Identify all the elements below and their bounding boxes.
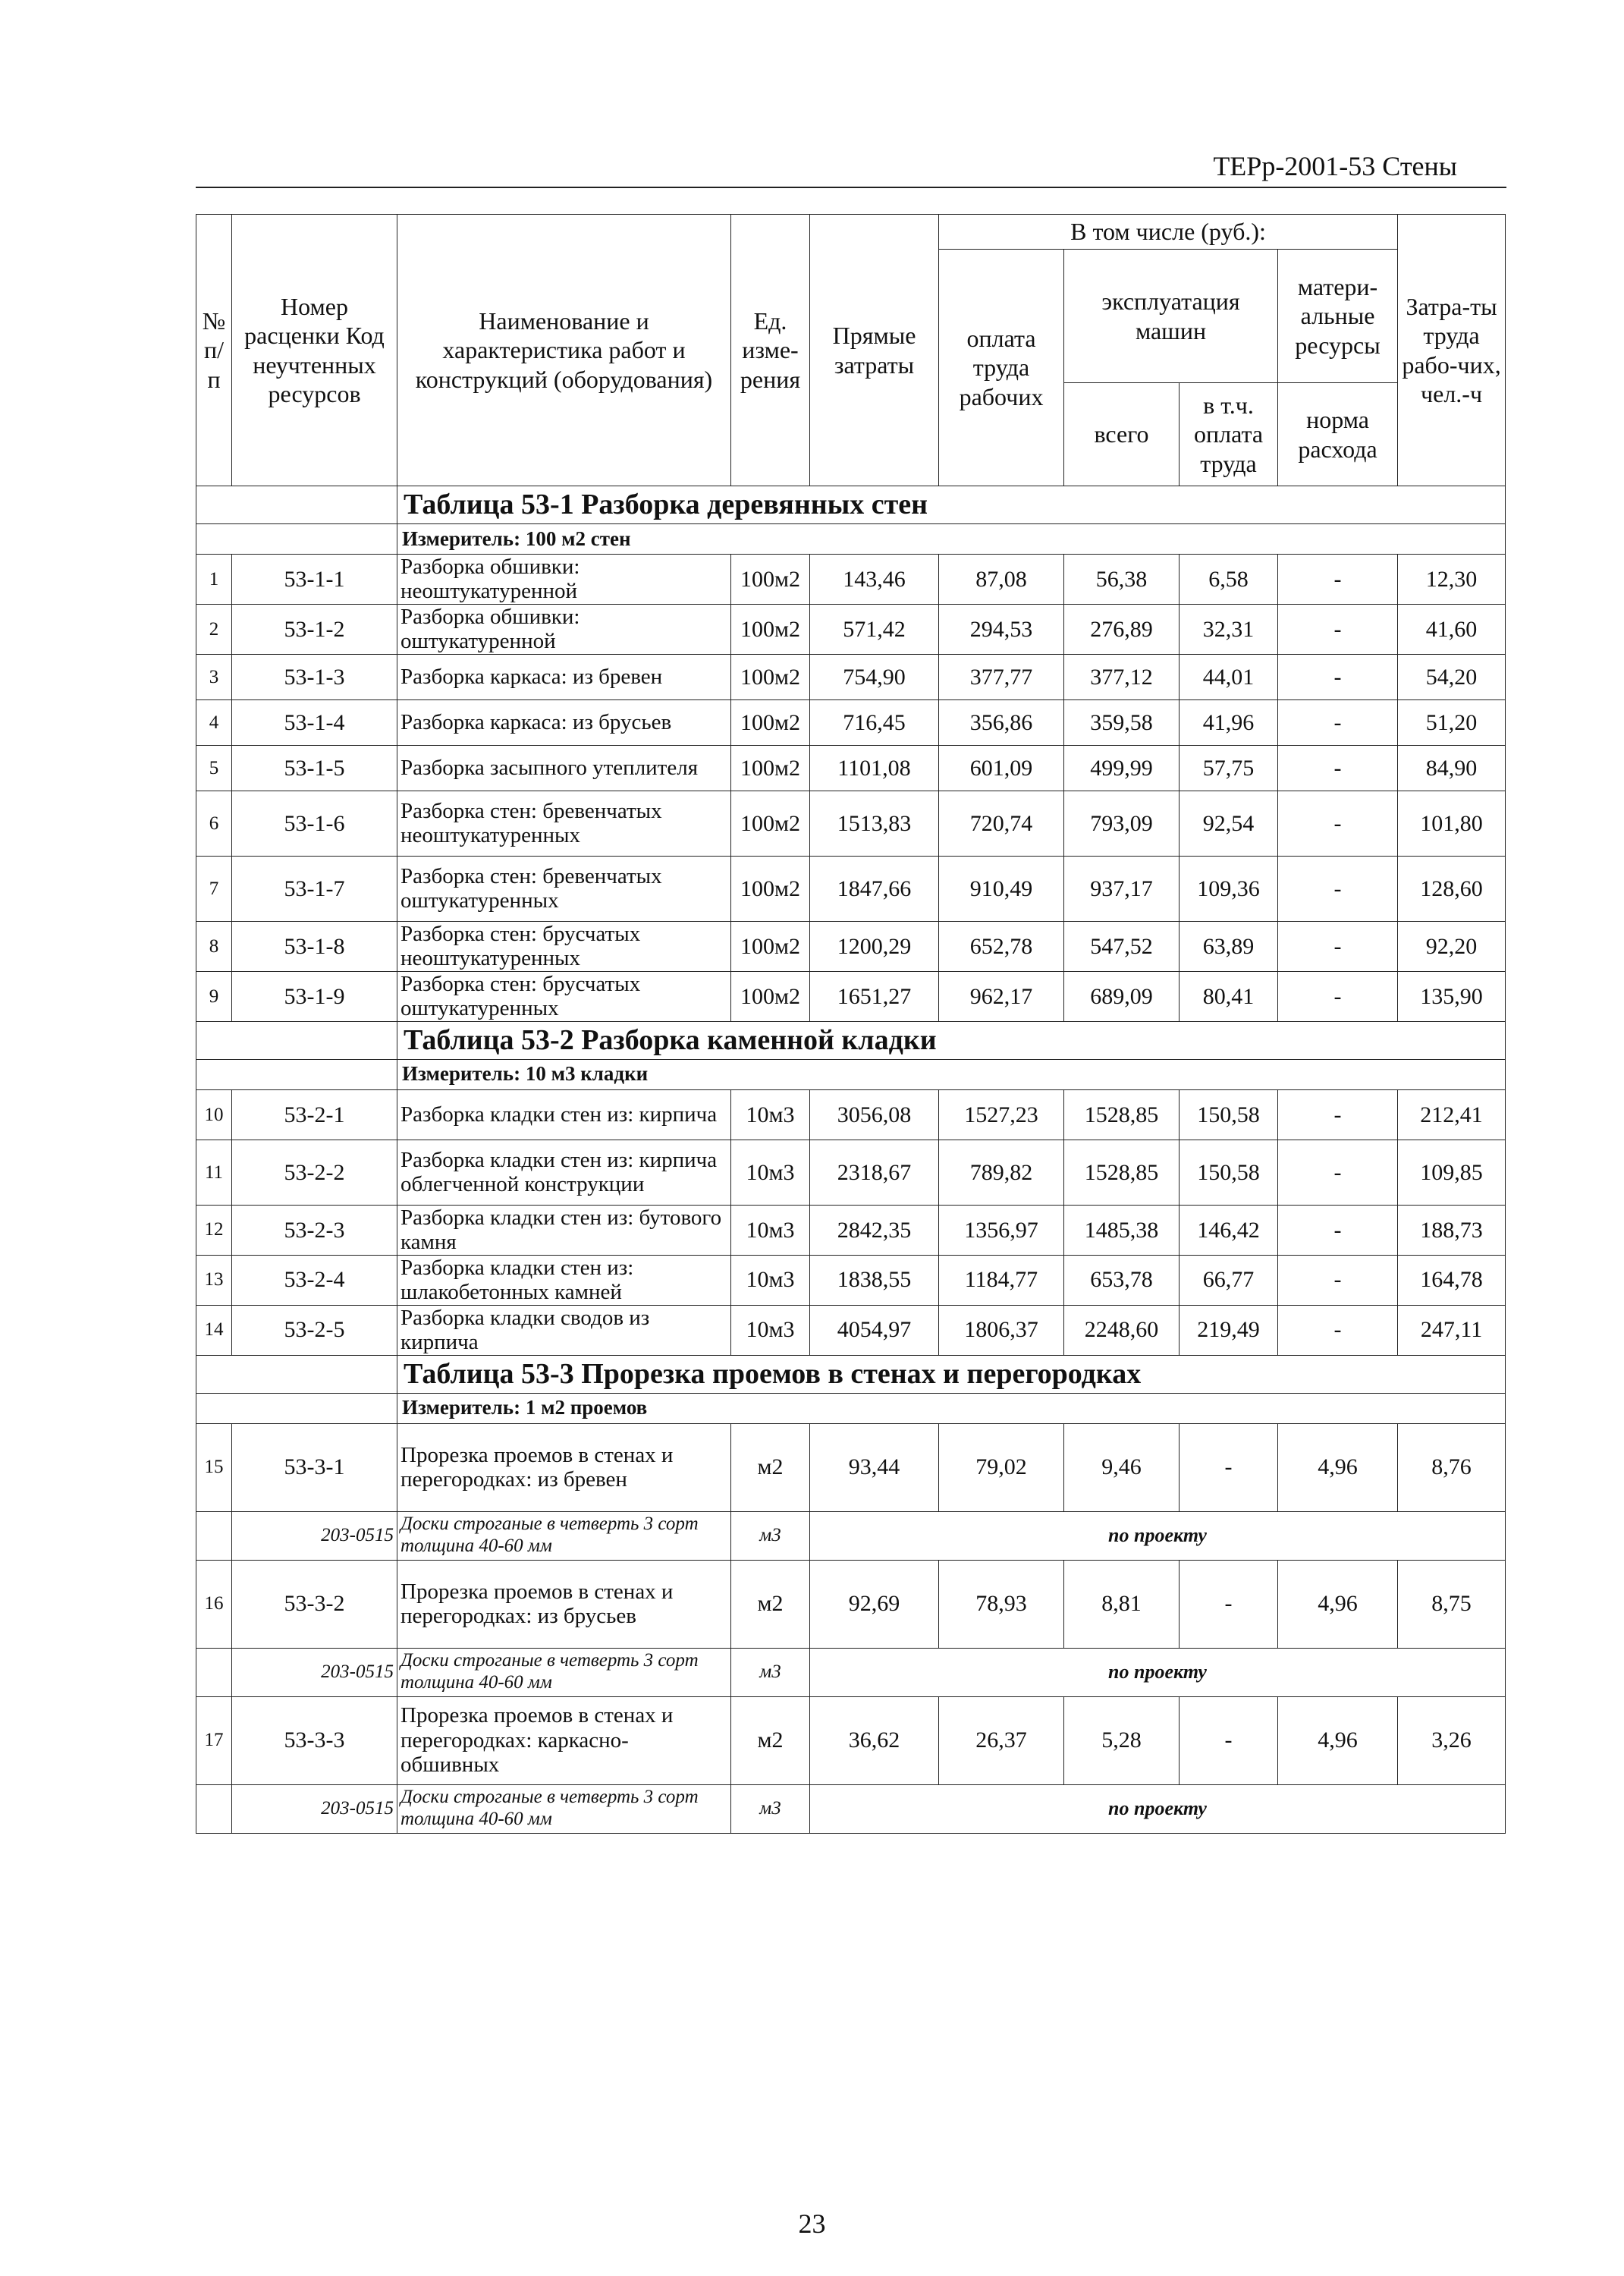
labor-hours-cell: 84,90 (1398, 745, 1506, 791)
work-name: Разборка стен: брусчатых неоштукатуренных (397, 921, 731, 971)
labor-pay-cell: 1806,37 (939, 1305, 1064, 1355)
labor-pay-cell: 652,78 (939, 921, 1064, 971)
section-measure-row (196, 524, 1506, 555)
document-header-title: ТЕРр-2001-53 Стены (1213, 151, 1457, 181)
labor-pay-cell: 962,17 (939, 971, 1064, 1021)
unit-cell: 10м3 (731, 1205, 810, 1255)
work-name: Прорезка проемов в стенах и перегородках: из бревен (397, 1423, 731, 1511)
unit-cell: 100м2 (731, 856, 810, 921)
section-measure-row (196, 1059, 1506, 1089)
table-row (196, 1205, 1506, 1255)
machines-labor-cell: 109,36 (1180, 856, 1278, 921)
materials-cell: 4,96 (1278, 1696, 1398, 1784)
work-name: Разборка кладки стен из: кирпича (397, 1089, 731, 1140)
rate-code: 53-2-2 (232, 1140, 397, 1205)
labor-pay-cell: 87,08 (939, 555, 1064, 605)
labor-pay-cell: 26,37 (939, 1696, 1064, 1784)
materials-cell: - (1278, 604, 1398, 654)
resource-row (196, 1511, 1506, 1560)
machines-total-cell: 1528,85 (1064, 1140, 1180, 1205)
direct-costs-cell: 4054,97 (810, 1305, 939, 1355)
section-measure: Измеритель: 100 м2 стен (397, 524, 1506, 555)
table-row (196, 1089, 1506, 1140)
section-measure-spacer (196, 1393, 397, 1423)
header-labor-hours: Затра-ты труда рабо-чих, чел.-ч (1398, 215, 1506, 486)
materials-cell: - (1278, 791, 1398, 856)
materials-cell: - (1278, 921, 1398, 971)
labor-hours-cell: 8,76 (1398, 1423, 1506, 1511)
materials-cell: - (1278, 555, 1398, 605)
labor-hours-cell: 128,60 (1398, 856, 1506, 921)
header-name: Наименование и характеристика работ и конструкций (оборудования) (397, 215, 731, 486)
machines-labor-cell: 150,58 (1180, 1089, 1278, 1140)
rate-code: 53-2-5 (232, 1305, 397, 1355)
section-title: Таблица 53-3 Прорезка проемов в стенах и перегородках (397, 1355, 1506, 1393)
row-number: 7 (196, 856, 232, 921)
row-number: 6 (196, 791, 232, 856)
section-measure: Измеритель: 1 м2 проемов (397, 1393, 1506, 1423)
section-title-spacer (196, 1021, 397, 1059)
resource-name: Доски строганые в четверть 3 сорт толщина 40-60 мм (397, 1511, 731, 1560)
rate-code: 53-3-1 (232, 1423, 397, 1511)
unit-cell: 10м3 (731, 1305, 810, 1355)
labor-pay-cell: 1356,97 (939, 1205, 1064, 1255)
row-number: 10 (196, 1089, 232, 1140)
table-row (196, 745, 1506, 791)
direct-costs-cell: 93,44 (810, 1423, 939, 1511)
resource-num-spacer (196, 1511, 232, 1560)
machines-total-cell: 9,46 (1064, 1423, 1180, 1511)
machines-total-cell: 653,78 (1064, 1255, 1180, 1305)
machines-total-cell: 5,28 (1064, 1696, 1180, 1784)
direct-costs-cell: 1513,83 (810, 791, 939, 856)
labor-pay-cell: 789,82 (939, 1140, 1064, 1205)
rate-code: 53-1-8 (232, 921, 397, 971)
table-row (196, 791, 1506, 856)
resource-code: 203-0515 (232, 1648, 397, 1696)
table-row (196, 1696, 1506, 1784)
materials-cell: - (1278, 1205, 1398, 1255)
resource-row (196, 1648, 1506, 1696)
labor-pay-cell: 294,53 (939, 604, 1064, 654)
work-name: Разборка стен: брусчатых оштукатуренных (397, 971, 731, 1021)
section-measure-row (196, 1393, 1506, 1423)
machines-total-cell: 276,89 (1064, 604, 1180, 654)
header-unit: Ед. изме-рения (731, 215, 810, 486)
rate-code: 53-3-2 (232, 1560, 397, 1648)
table-row (196, 699, 1506, 745)
table-row (196, 1255, 1506, 1305)
machines-labor-cell: - (1180, 1423, 1278, 1511)
direct-costs-cell: 3056,08 (810, 1089, 939, 1140)
section-title-spacer (196, 486, 397, 524)
unit-cell: 10м3 (731, 1255, 810, 1305)
machines-labor-cell: 63,89 (1180, 921, 1278, 971)
direct-costs-cell: 571,42 (810, 604, 939, 654)
resource-value: по проекту (810, 1784, 1506, 1833)
machines-labor-cell: 57,75 (1180, 745, 1278, 791)
labor-hours-cell: 8,75 (1398, 1560, 1506, 1648)
machines-total-cell: 547,52 (1064, 921, 1180, 971)
machines-total-cell: 499,99 (1064, 745, 1180, 791)
table-row (196, 971, 1506, 1021)
machines-labor-cell: 219,49 (1180, 1305, 1278, 1355)
work-name: Разборка каркаса: из брусьев (397, 699, 731, 745)
page-number: 23 (798, 2208, 826, 2239)
materials-cell: - (1278, 745, 1398, 791)
machines-total-cell: 937,17 (1064, 856, 1180, 921)
labor-pay-cell: 377,77 (939, 654, 1064, 699)
header-divider (196, 187, 1506, 188)
materials-cell: - (1278, 1089, 1398, 1140)
resource-code: 203-0515 (232, 1784, 397, 1833)
resource-value: по проекту (810, 1648, 1506, 1696)
direct-costs-cell: 1200,29 (810, 921, 939, 971)
header-labor-pay: оплата труда рабочих (939, 250, 1064, 486)
section-title-spacer (196, 1355, 397, 1393)
rate-code: 53-1-7 (232, 856, 397, 921)
materials-cell: - (1278, 1305, 1398, 1355)
materials-cell: - (1278, 654, 1398, 699)
machines-total-cell: 689,09 (1064, 971, 1180, 1021)
work-name: Разборка кладки стен из: шлакобетонных камней (397, 1255, 731, 1305)
row-number: 2 (196, 604, 232, 654)
work-name: Прорезка проемов в стенах и перегородках: каркасно-обшивных (397, 1696, 731, 1784)
unit-cell: 100м2 (731, 604, 810, 654)
machines-total-cell: 359,58 (1064, 699, 1180, 745)
row-number: 8 (196, 921, 232, 971)
work-name: Разборка засыпного утеплителя (397, 745, 731, 791)
rate-code: 53-3-3 (232, 1696, 397, 1784)
rate-code: 53-1-1 (232, 555, 397, 605)
rates-table (196, 214, 1506, 1834)
machines-labor-cell: - (1180, 1560, 1278, 1648)
labor-hours-cell: 109,85 (1398, 1140, 1506, 1205)
machines-labor-cell: 6,58 (1180, 555, 1278, 605)
labor-hours-cell: 12,30 (1398, 555, 1506, 605)
direct-costs-cell: 1838,55 (810, 1255, 939, 1305)
unit-cell: 100м2 (731, 791, 810, 856)
labor-hours-cell: 92,20 (1398, 921, 1506, 971)
materials-cell: 4,96 (1278, 1560, 1398, 1648)
labor-pay-cell: 910,49 (939, 856, 1064, 921)
direct-costs-cell: 1651,27 (810, 971, 939, 1021)
row-number: 12 (196, 1205, 232, 1255)
labor-hours-cell: 135,90 (1398, 971, 1506, 1021)
header-materials: матери-альные ресурсы (1278, 250, 1398, 383)
resource-code: 203-0515 (232, 1511, 397, 1560)
unit-cell: 10м3 (731, 1089, 810, 1140)
row-number: 5 (196, 745, 232, 791)
resource-unit: м3 (731, 1648, 810, 1696)
materials-cell: - (1278, 1140, 1398, 1205)
section-title-row (196, 1355, 1506, 1393)
direct-costs-cell: 1847,66 (810, 856, 939, 921)
rate-code: 53-2-4 (232, 1255, 397, 1305)
section-measure: Измеритель: 10 м3 кладки (397, 1059, 1506, 1089)
resource-row (196, 1784, 1506, 1833)
table-row (196, 1560, 1506, 1648)
section-title: Таблица 53-1 Разборка деревянных стен (397, 486, 1506, 524)
unit-cell: м2 (731, 1423, 810, 1511)
table-row (196, 555, 1506, 605)
rate-code: 53-1-9 (232, 971, 397, 1021)
work-name: Разборка кладки стен из: бутового камня (397, 1205, 731, 1255)
labor-pay-cell: 1527,23 (939, 1089, 1064, 1140)
labor-hours-cell: 188,73 (1398, 1205, 1506, 1255)
header-machines-labor: в т.ч. оплата труда (1180, 383, 1278, 486)
table-row (196, 1140, 1506, 1205)
rate-code: 53-1-6 (232, 791, 397, 856)
header-num: № п/п (196, 215, 232, 486)
rate-code: 53-1-2 (232, 604, 397, 654)
rate-code: 53-1-4 (232, 699, 397, 745)
direct-costs-cell: 36,62 (810, 1696, 939, 1784)
machines-labor-cell: - (1180, 1696, 1278, 1784)
labor-hours-cell: 3,26 (1398, 1696, 1506, 1784)
labor-hours-cell: 247,11 (1398, 1305, 1506, 1355)
rate-code: 53-1-5 (232, 745, 397, 791)
resource-num-spacer (196, 1784, 232, 1833)
row-number: 1 (196, 555, 232, 605)
work-name: Разборка каркаса: из бревен (397, 654, 731, 699)
resource-name: Доски строганые в четверть 3 сорт толщина 40-60 мм (397, 1784, 731, 1833)
labor-hours-cell: 164,78 (1398, 1255, 1506, 1305)
materials-cell: - (1278, 971, 1398, 1021)
section-measure-spacer (196, 1059, 397, 1089)
labor-pay-cell: 720,74 (939, 791, 1064, 856)
machines-total-cell: 1528,85 (1064, 1089, 1180, 1140)
row-number: 14 (196, 1305, 232, 1355)
machines-total-cell: 8,81 (1064, 1560, 1180, 1648)
direct-costs-cell: 716,45 (810, 699, 939, 745)
machines-labor-cell: 41,96 (1180, 699, 1278, 745)
unit-cell: 100м2 (731, 555, 810, 605)
work-name: Разборка обшивки: оштукатуренной (397, 604, 731, 654)
labor-hours-cell: 54,20 (1398, 654, 1506, 699)
machines-labor-cell: 146,42 (1180, 1205, 1278, 1255)
machines-total-cell: 1485,38 (1064, 1205, 1180, 1255)
labor-pay-cell: 78,93 (939, 1560, 1064, 1648)
table-row (196, 856, 1506, 921)
labor-hours-cell: 101,80 (1398, 791, 1506, 856)
materials-cell: - (1278, 699, 1398, 745)
unit-cell: 100м2 (731, 745, 810, 791)
header-including: В том числе (руб.): (939, 215, 1398, 250)
unit-cell: 100м2 (731, 921, 810, 971)
row-number: 11 (196, 1140, 232, 1205)
machines-labor-cell: 44,01 (1180, 654, 1278, 699)
row-number: 17 (196, 1696, 232, 1784)
work-name: Разборка стен: бревенчатых оштукатуренных (397, 856, 731, 921)
rate-code: 53-2-1 (232, 1089, 397, 1140)
materials-cell: - (1278, 856, 1398, 921)
header-materials-norm: норма расхода (1278, 383, 1398, 486)
machines-labor-cell: 32,31 (1180, 604, 1278, 654)
materials-cell: 4,96 (1278, 1423, 1398, 1511)
work-name: Разборка обшивки: неоштукатуренной (397, 555, 731, 605)
machines-total-cell: 2248,60 (1064, 1305, 1180, 1355)
work-name: Разборка кладки сводов из кирпича (397, 1305, 731, 1355)
work-name: Разборка стен: бревенчатых неоштукатуренных (397, 791, 731, 856)
labor-pay-cell: 356,86 (939, 699, 1064, 745)
section-title-row (196, 486, 1506, 524)
labor-pay-cell: 1184,77 (939, 1255, 1064, 1305)
machines-labor-cell: 80,41 (1180, 971, 1278, 1021)
section-measure-spacer (196, 524, 397, 555)
labor-hours-cell: 41,60 (1398, 604, 1506, 654)
resource-name: Доски строганые в четверть 3 сорт толщина 40-60 мм (397, 1648, 731, 1696)
direct-costs-cell: 143,46 (810, 555, 939, 605)
unit-cell: 100м2 (731, 971, 810, 1021)
row-number: 16 (196, 1560, 232, 1648)
table-row (196, 921, 1506, 971)
labor-pay-cell: 601,09 (939, 745, 1064, 791)
machines-total-cell: 793,09 (1064, 791, 1180, 856)
rate-code: 53-2-3 (232, 1205, 397, 1255)
table-row (196, 1305, 1506, 1355)
header-direct-costs: Прямые затраты (810, 215, 939, 486)
unit-cell: м2 (731, 1560, 810, 1648)
section-title-row (196, 1021, 1506, 1059)
table-row (196, 654, 1506, 699)
table-row (196, 1423, 1506, 1511)
section-title: Таблица 53-2 Разборка каменной кладки (397, 1021, 1506, 1059)
resource-unit: м3 (731, 1784, 810, 1833)
header-machines: эксплуатация машин (1064, 250, 1278, 383)
row-number: 3 (196, 654, 232, 699)
table-row (196, 604, 1506, 654)
machines-total-cell: 377,12 (1064, 654, 1180, 699)
row-number: 15 (196, 1423, 232, 1511)
header-machines-total: всего (1064, 383, 1180, 486)
table-body (196, 486, 1506, 1834)
direct-costs-cell: 754,90 (810, 654, 939, 699)
unit-cell: 100м2 (731, 699, 810, 745)
machines-labor-cell: 150,58 (1180, 1140, 1278, 1205)
unit-cell: м2 (731, 1696, 810, 1784)
materials-cell: - (1278, 1255, 1398, 1305)
resource-num-spacer (196, 1648, 232, 1696)
row-number: 13 (196, 1255, 232, 1305)
unit-cell: 10м3 (731, 1140, 810, 1205)
machines-labor-cell: 66,77 (1180, 1255, 1278, 1305)
rate-code: 53-1-3 (232, 654, 397, 699)
labor-hours-cell: 51,20 (1398, 699, 1506, 745)
direct-costs-cell: 92,69 (810, 1560, 939, 1648)
machines-total-cell: 56,38 (1064, 555, 1180, 605)
row-number: 4 (196, 699, 232, 745)
labor-pay-cell: 79,02 (939, 1423, 1064, 1511)
header-code: Номер расценки Код неучтенных ресурсов (232, 215, 397, 486)
unit-cell: 100м2 (731, 654, 810, 699)
resource-value: по проекту (810, 1511, 1506, 1560)
work-name: Разборка кладки стен из: кирпича облегченной конструкции (397, 1140, 731, 1205)
direct-costs-cell: 2842,35 (810, 1205, 939, 1255)
row-number: 9 (196, 971, 232, 1021)
machines-labor-cell: 92,54 (1180, 791, 1278, 856)
direct-costs-cell: 1101,08 (810, 745, 939, 791)
work-name: Прорезка проемов в стенах и перегородках: из брусьев (397, 1560, 731, 1648)
direct-costs-cell: 2318,67 (810, 1140, 939, 1205)
labor-hours-cell: 212,41 (1398, 1089, 1506, 1140)
resource-unit: м3 (731, 1511, 810, 1560)
